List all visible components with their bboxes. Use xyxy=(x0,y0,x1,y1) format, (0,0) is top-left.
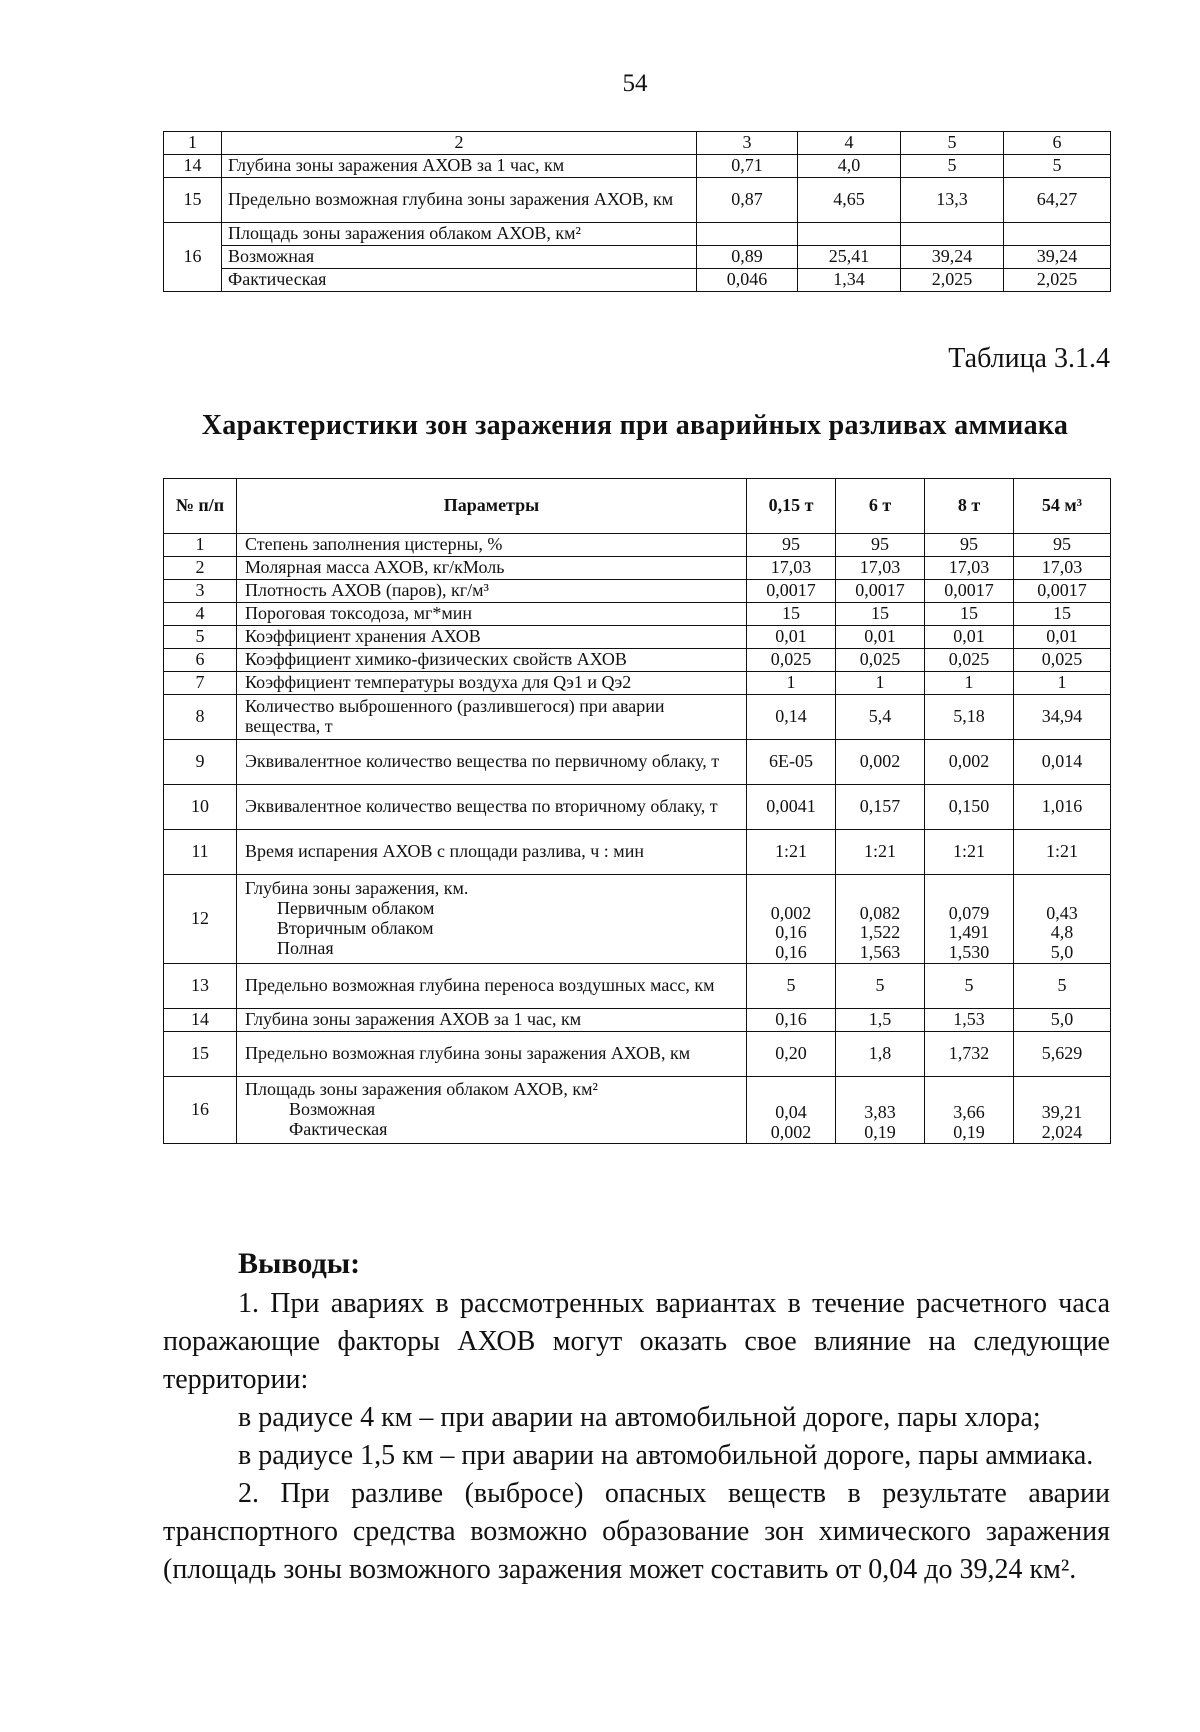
value-cell: 0,0017 xyxy=(836,580,925,603)
table-row xyxy=(164,246,1111,269)
header-cell: 3 xyxy=(697,132,798,155)
value-cell: 0,0017 xyxy=(747,580,836,603)
value-cell: 0,150 xyxy=(925,785,1014,830)
param-cell xyxy=(237,875,747,964)
value-cell: 0,0017 xyxy=(925,580,1014,603)
table-row xyxy=(164,649,1111,672)
value-line: 3,83 xyxy=(864,1102,896,1123)
value-line: 3,66 xyxy=(953,1102,985,1123)
param-cell: Коэффициент температуры воздуха для Qэ1 и Qэ2 xyxy=(237,672,747,695)
row-number: 7 xyxy=(164,672,237,695)
param-cell: Степень заполнения цистерны, % xyxy=(237,534,747,557)
value-cell: 0,025 xyxy=(747,649,836,672)
value-cell: 0,01 xyxy=(836,626,925,649)
param-cell: Возможная xyxy=(222,246,697,269)
table-header-row xyxy=(164,132,1111,155)
value-cell: 1,8 xyxy=(836,1032,925,1077)
value-cell: 0,002 xyxy=(925,740,1014,785)
value-line: 1,530 xyxy=(948,942,990,963)
table-row xyxy=(164,672,1111,695)
table-row xyxy=(164,785,1111,830)
header-col: 0,15 т xyxy=(747,479,836,534)
value-cell: 15 xyxy=(1014,603,1111,626)
param-cell: Молярная масса АХОВ, кг/кМоль xyxy=(237,557,747,580)
value-cell: 0,002 xyxy=(836,740,925,785)
value-cell: 0,71 xyxy=(697,155,798,178)
value-cell: 0,87 xyxy=(697,178,798,223)
value-cell: 1 xyxy=(836,672,925,695)
param-cell: Фактическая xyxy=(222,269,697,292)
value-cell: 39,24 xyxy=(1004,246,1111,269)
value-cell: 1,5 xyxy=(836,1009,925,1032)
table-row xyxy=(164,875,1111,964)
value-cell: 0,89 xyxy=(697,246,798,269)
row-number: 5 xyxy=(164,626,237,649)
row-number: 16 xyxy=(164,223,222,292)
value-cell: 95 xyxy=(1014,534,1111,557)
value-line: 5,0 xyxy=(1050,942,1074,963)
value-line: 1,522 xyxy=(859,922,901,943)
value-cell xyxy=(925,875,1014,964)
value-cell: 0,014 xyxy=(1014,740,1111,785)
value-cell: 95 xyxy=(925,534,1014,557)
value-cell: 1:21 xyxy=(747,830,836,875)
value-cell: 5,18 xyxy=(925,695,1014,740)
value-cell: 25,41 xyxy=(798,246,901,269)
param-cell: Количество выброшенного (разлившегося) при аварии вещества, т xyxy=(237,695,747,740)
param-sub: Возможная xyxy=(289,1099,376,1120)
value-cell: 0,01 xyxy=(747,626,836,649)
value-cell: 1:21 xyxy=(925,830,1014,875)
value-cell: 5,629 xyxy=(1014,1032,1111,1077)
value-cell: 0,025 xyxy=(836,649,925,672)
param-sub: Первичным облаком xyxy=(277,898,435,919)
param-cell: Коэффициент хранения АХОВ xyxy=(237,626,747,649)
value-cell xyxy=(836,1077,925,1144)
value-line: 2,024 xyxy=(1041,1122,1083,1143)
value-cell: 2,025 xyxy=(1004,269,1111,292)
header-col: 6 т xyxy=(836,479,925,534)
value-line: 0,16 xyxy=(775,922,807,943)
value-cell: 1,016 xyxy=(1014,785,1111,830)
row-number: 14 xyxy=(164,155,222,178)
row-number: 4 xyxy=(164,603,237,626)
value-cell: 4,65 xyxy=(798,178,901,223)
value-cell xyxy=(836,875,925,964)
table-caption: Таблица 3.1.4 xyxy=(948,343,1110,374)
conclusion-paragraph: в радиусе 4 км – при аварии на автомобильной дороге, пары хлора; xyxy=(238,1402,1041,1433)
param-cell xyxy=(237,1077,747,1144)
header-params: Параметры xyxy=(237,479,747,534)
param-title: Площадь зоны заражения облаком АХОВ, км² xyxy=(245,1079,598,1100)
value-cell: 5 xyxy=(747,964,836,1009)
continued-table xyxy=(163,131,1111,292)
param-cell: Предельно возможная глубина переноса воздушных масс, км xyxy=(237,964,747,1009)
value-cell: 64,27 xyxy=(1004,178,1111,223)
table-row xyxy=(164,695,1111,740)
value-cell xyxy=(925,1077,1014,1144)
value-cell: 1 xyxy=(747,672,836,695)
value-cell: 0,0017 xyxy=(1014,580,1111,603)
value-cell: 0,025 xyxy=(925,649,1014,672)
value-cell: 0,01 xyxy=(925,626,1014,649)
value-cell xyxy=(1014,1077,1111,1144)
value-cell: 5 xyxy=(901,155,1004,178)
value-line: 1,563 xyxy=(859,942,901,963)
table-row xyxy=(164,178,1111,223)
table-row xyxy=(164,603,1111,626)
table-row xyxy=(164,557,1111,580)
value-cell: 5,4 xyxy=(836,695,925,740)
value-cell: 4,0 xyxy=(798,155,901,178)
param-sub: Фактическая xyxy=(289,1118,388,1139)
value-cell: 1,732 xyxy=(925,1032,1014,1077)
row-number: 1 xyxy=(164,534,237,557)
table-row xyxy=(164,1077,1111,1144)
value-cell: 5 xyxy=(836,964,925,1009)
param-cell: Пороговая токсодоза, мг*мин xyxy=(237,603,747,626)
row-number: 12 xyxy=(164,875,237,964)
value-line: 4,8 xyxy=(1050,922,1074,943)
table-row xyxy=(164,155,1111,178)
conclusion-paragraph: в радиусе 1,5 км – при аварии на автомобильной дороге, пары аммиака. xyxy=(238,1440,1094,1471)
conclusions-section xyxy=(163,1245,1110,1589)
value-cell: 5 xyxy=(1014,964,1111,1009)
value-line: 0,082 xyxy=(859,902,901,923)
table-row xyxy=(164,830,1111,875)
value-cell: 17,03 xyxy=(747,557,836,580)
value-line: 0,002 xyxy=(770,1122,812,1143)
value-cell: 1:21 xyxy=(1014,830,1111,875)
param-sub: Вторичным облаком xyxy=(277,918,434,938)
header-cell: 5 xyxy=(901,132,1004,155)
value-cell: 5 xyxy=(1004,155,1111,178)
row-number: 15 xyxy=(164,1032,237,1077)
value-line: 0,19 xyxy=(864,1122,896,1143)
table-row xyxy=(164,1032,1111,1077)
value-cell xyxy=(1014,875,1111,964)
table-row xyxy=(164,626,1111,649)
param-cell: Эквивалентное количество вещества по вторичному облаку, т xyxy=(237,785,747,830)
row-number: 2 xyxy=(164,557,237,580)
param-cell: Предельно возможная глубина зоны заражения АХОВ, км xyxy=(237,1032,747,1077)
param-cell: Площадь зоны заражения облаком АХОВ, км² xyxy=(222,223,697,246)
value-line: 39,21 xyxy=(1041,1102,1083,1123)
table-row xyxy=(164,223,1111,246)
param-cell: Коэффициент химико-физических свойств АХОВ xyxy=(237,649,747,672)
table-header-row xyxy=(164,479,1111,534)
row-number: 14 xyxy=(164,1009,237,1032)
value-cell: 1 xyxy=(925,672,1014,695)
value-line: 1,491 xyxy=(948,922,990,943)
header-col: 54 м³ xyxy=(1014,479,1111,534)
value-cell: 1,53 xyxy=(925,1009,1014,1032)
value-cell: 5,0 xyxy=(1014,1009,1111,1032)
header-cell: 2 xyxy=(222,132,697,155)
value-cell: 95 xyxy=(836,534,925,557)
row-number: 10 xyxy=(164,785,237,830)
value-cell: 17,03 xyxy=(925,557,1014,580)
table-row xyxy=(164,1009,1111,1032)
value-cell: 0,046 xyxy=(697,269,798,292)
header-cell: 1 xyxy=(164,132,222,155)
header-cell: 6 xyxy=(1004,132,1111,155)
value-cell: 0,01 xyxy=(1014,626,1111,649)
value-line: 0,002 xyxy=(770,902,812,923)
value-cell: 34,94 xyxy=(1014,695,1111,740)
param-cell: Плотность АХОВ (паров), кг/м³ xyxy=(237,580,747,603)
header-num: № п/п xyxy=(164,479,237,534)
row-number: 9 xyxy=(164,740,237,785)
row-number: 6 xyxy=(164,649,237,672)
value-line: 0,04 xyxy=(775,1102,807,1123)
table-title: Характеристики зон заражения при аварийных разливах аммиака xyxy=(201,410,1069,441)
value-cell: 0,20 xyxy=(747,1032,836,1077)
param-cell: Глубина зоны заражения АХОВ за 1 час, км xyxy=(237,1009,747,1032)
param-cell: Глубина зоны заражения АХОВ за 1 час, км xyxy=(222,155,697,178)
row-number: 11 xyxy=(164,830,237,875)
value-line: 0,079 xyxy=(948,902,990,923)
value-cell: 0,0041 xyxy=(747,785,836,830)
value-cell: 15 xyxy=(925,603,1014,626)
value-cell: 15 xyxy=(836,603,925,626)
param-cell: Предельно возможная глубина зоны заражения АХОВ, км xyxy=(222,178,697,223)
value-cell xyxy=(747,1077,836,1144)
conclusions-heading: Выводы: xyxy=(238,1247,361,1280)
value-cell: 0,14 xyxy=(747,695,836,740)
value-cell: 5 xyxy=(925,964,1014,1009)
value-cell: 0,025 xyxy=(1014,649,1111,672)
table-row xyxy=(164,740,1111,785)
value-cell: 6E-05 xyxy=(747,740,836,785)
ammonia-zones-table xyxy=(163,478,1111,1144)
value-cell: 1:21 xyxy=(836,830,925,875)
value-cell: 0,157 xyxy=(836,785,925,830)
value-line: 0,16 xyxy=(775,942,807,963)
param-cell: Эквивалентное количество вещества по первичному облаку, т xyxy=(237,740,747,785)
conclusion-paragraph: 1. При авариях в рассмотренных вариантах в течение расчетного часа поражающие факторы АХОВ могут оказать свое влияние на следующие территории: xyxy=(163,1288,1110,1395)
value-cell: 39,24 xyxy=(901,246,1004,269)
table-row xyxy=(164,269,1111,292)
row-number: 13 xyxy=(164,964,237,1009)
table-row xyxy=(164,534,1111,557)
header-cell: 4 xyxy=(798,132,901,155)
row-number: 3 xyxy=(164,580,237,603)
value-cell: 17,03 xyxy=(836,557,925,580)
value-cell: 13,3 xyxy=(901,178,1004,223)
value-cell: 1 xyxy=(1014,672,1111,695)
param-title: Глубина зоны заражения, км. xyxy=(245,878,469,899)
value-cell: 15 xyxy=(747,603,836,626)
value-cell: 0,16 xyxy=(747,1009,836,1032)
value-line: 0,43 xyxy=(1046,902,1078,923)
param-sub: Полная xyxy=(277,937,334,958)
value-cell: 2,025 xyxy=(901,269,1004,292)
table-row xyxy=(164,964,1111,1009)
row-number: 16 xyxy=(164,1077,237,1144)
value-cell: 95 xyxy=(747,534,836,557)
value-line: 0,19 xyxy=(953,1122,985,1143)
header-col: 8 т xyxy=(925,479,1014,534)
value-cell xyxy=(747,875,836,964)
page-number: 54 xyxy=(622,70,648,97)
table-row xyxy=(164,580,1111,603)
row-number: 15 xyxy=(164,178,222,223)
conclusion-paragraph: 2. При разливе (выбросе) опасных веществ в результате аварии транспортного средства возможно образование зон химического заражения (площадь зоны возможного заражения может составить от 0,04 до 39,24 км². xyxy=(163,1478,1110,1585)
row-number: 8 xyxy=(164,695,237,740)
value-cell: 17,03 xyxy=(1014,557,1111,580)
param-cell: Время испарения АХОВ с площади разлива, ч : мин xyxy=(237,830,747,875)
value-cell: 1,34 xyxy=(798,269,901,292)
